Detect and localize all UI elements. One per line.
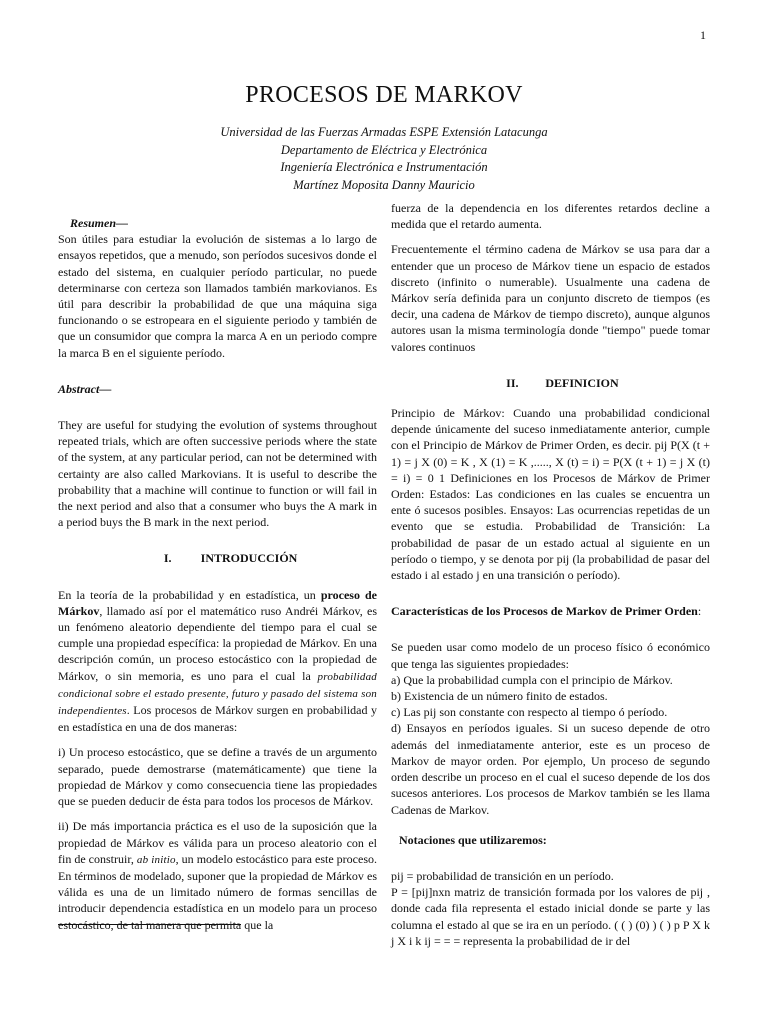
continuation-paragraph: fuerza de la dependencia en los diferentes retardos decline a medida que el retardo aumenta.	[391, 201, 710, 232]
page-number: 1	[700, 28, 706, 42]
caracteristicas-colon: :	[697, 604, 702, 619]
caracteristicas-intro: Se pueden usar como modelo de un proceso físico ó económico que tenga las siguientes propiedades:	[391, 640, 710, 671]
section-heading-definicion	[391, 375, 710, 391]
intro-italic-phrase: ab initio	[136, 853, 176, 866]
intro-text: En la teoría de la probabilidad y en estadística, un	[58, 587, 321, 602]
notaciones-heading: Notaciones que utilizaremos:	[399, 832, 547, 847]
intro-paragraph-1	[58, 587, 377, 736]
footnote-rule	[58, 924, 241, 925]
intro-text: , llamado así por el matemático ruso Andréi Márkov, es un fenómeno aleatorio dependiente del tiempo para el cual se cumple una propiedad específica: la propiedad de Márkov. En una descripción común, un proceso estocástico con la propiedad de Márkov, o sin memoria, es uno para el cual la	[58, 603, 377, 683]
intro-text: . Los procesos de Márkov surgen en probabilidad y en estadística en una de dos maneras:	[58, 703, 377, 735]
caracteristica-c: c) Las pij son constante con respecto al tiempo ó período.	[391, 705, 668, 720]
intro-text: , un modelo estocástico para este proceso. En términos de modelado, suponer que la propiedad de Márkov es válida es una de un limitado número de formas sencillas de introducir dependencia estadística en un modelo para un proceso estocástico, de tal manera que permita que la	[58, 851, 378, 932]
intro-paragraph-2: i) Un proceso estocástico, que se define a través de un argumento separado, puede demostrarse (matemáticamente) que tiene la propiedad de Márkov y como consecuencia tiene las propiedades que se pueden deducir de ésta para todos los procesos de Márkov.	[58, 745, 377, 809]
resumen-label: Resumen—	[70, 216, 129, 230]
section-number: I.	[163, 551, 172, 566]
left-column	[58, 215, 377, 933]
intro-paragraph-3	[58, 818, 377, 932]
section-title: DEFINICION	[545, 375, 619, 390]
paper-title: PROCESOS DE MARKOV	[245, 82, 523, 108]
affiliation-university: Universidad de las Fuerzas Armadas ESPE Extensión Latacunga	[220, 125, 548, 139]
caracteristicas-title: Características de los Procesos de Markov de Primer Orden	[391, 604, 698, 619]
section-title: INTRODUCCIÓN	[200, 551, 298, 566]
affiliation-author: Martínez Moposita Danny Mauricio	[293, 177, 475, 192]
section-heading-introduccion	[58, 550, 377, 566]
caracteristica-d: d) Ensayos en períodos iguales. Si un suceso depende de otro además del inmediatamente anterior, este es un proceso de Markov de mayor orden. Por ejemplo, Un proceso de segundo orden describe un proceso en el cual el suceso depende de los dos sucesos anteriores. Los procesos de Markov también se les llama Cadenas de Markov.	[391, 721, 710, 817]
abstract-text: They are useful for studying the evolution of systems throughout repeated trials, which are often successive periods where the state of the system, at any particular period, can not be determined with certainty are also called Markovians. It is useful to describe the probability that a machine will continue to function or will fail in the next period and also that a consumer who buys the A mark in a period buys the B mark in the next period.	[58, 418, 377, 530]
cadena-paragraph: Frecuentemente el término cadena de Márkov se usa para dar a entender que un proceso de Márkov tiene un espacio de estados discreto (infinito o numerable). Usualmente una cadena de Márkov sería definida para un conjunto discreto de tiempos (es decir, una cadena de Márkov de tiempo discreto), aunque algunos autores usan la misma terminología donde "tiempo" puede tomar valores continuos	[391, 242, 710, 354]
notacion-2: P = [pij]nxn matriz de transición formada por los valores de pij , donde cada fila representa el estado inicial donde se parte y las columna el estado al que se ira en un período. ( ( ) (0) ) ( ) p P X k j X i k ij = = = representa la probabilidad de ir del	[391, 885, 710, 948]
intro-bold-term: proceso de Márkov	[58, 587, 378, 618]
resumen-text: Son útiles para estudiar la evolución de sistemas a lo largo de ensayos repetidos, que a menudo, son períodos sucesivos donde el estado del sistema, en cualquier período particular, no puede determinarse con certeza son llamados también markovianos. Es útil para describir la probabilidad de que una máquina siga funcionando o se estropeara en el siguiente periodo y también de que un consumidor que compra la marca A en un periodo compre la marca B en el siguiente período.	[58, 232, 377, 360]
definition-paragraph: Principio de Márkov: Cuando una probabilidad condicional depende únicamente del suceso inmediatamente anterior, cumple con el Principio de Márkov de Primer Orden, es decir. pij P(X (t + 1) = j X (0) = K , X (1) = K ,....., X (t) = i) = P(X (t + 1) = j X (t) = i) = 0 1 Definiciones en los Procesos de Márkov de Primer Orden: Estados: Las condiciones en las cuales se encuentra un ente ó sucesos posibles. Ensayos: Las ocurrencias repetidas de un evento que se estudia. Probabilidad de Transición: La probabilidad de pasar de un estado actual al siguiente en un período o tiempo, y se denota por pij (la probabilidad de pasar del estado i al estado j en una transición o período).	[391, 406, 710, 583]
caracteristica-b: b) Existencia de un número finito de estados.	[391, 689, 608, 704]
notacion-1: pij = probabilidad de transición en un período.	[391, 868, 614, 883]
caracteristicas-heading	[391, 603, 710, 619]
affiliation-program: Ingeniería Electrónica e Instrumentación	[280, 160, 488, 174]
intro-text: ii) De más importancia práctica es el uso de la suposición que la propiedad de Márkov es válida para un proceso aleatorio con el fin de construir,	[58, 819, 377, 866]
abstract-label: Abstract—	[58, 381, 112, 396]
right-column	[391, 200, 710, 949]
section-number: II.	[506, 375, 519, 390]
intro-italic-phrase: probabilidad condicional sobre el estado presente, futuro y pasado del sistema son independientes	[58, 670, 377, 718]
caracteristica-a: a) Que la probabilidad cumpla con el principio de Márkov.	[391, 672, 673, 687]
affiliation-block	[0, 124, 768, 194]
affiliation-department: Departamento de Eléctrica y Electrónica	[280, 142, 488, 157]
